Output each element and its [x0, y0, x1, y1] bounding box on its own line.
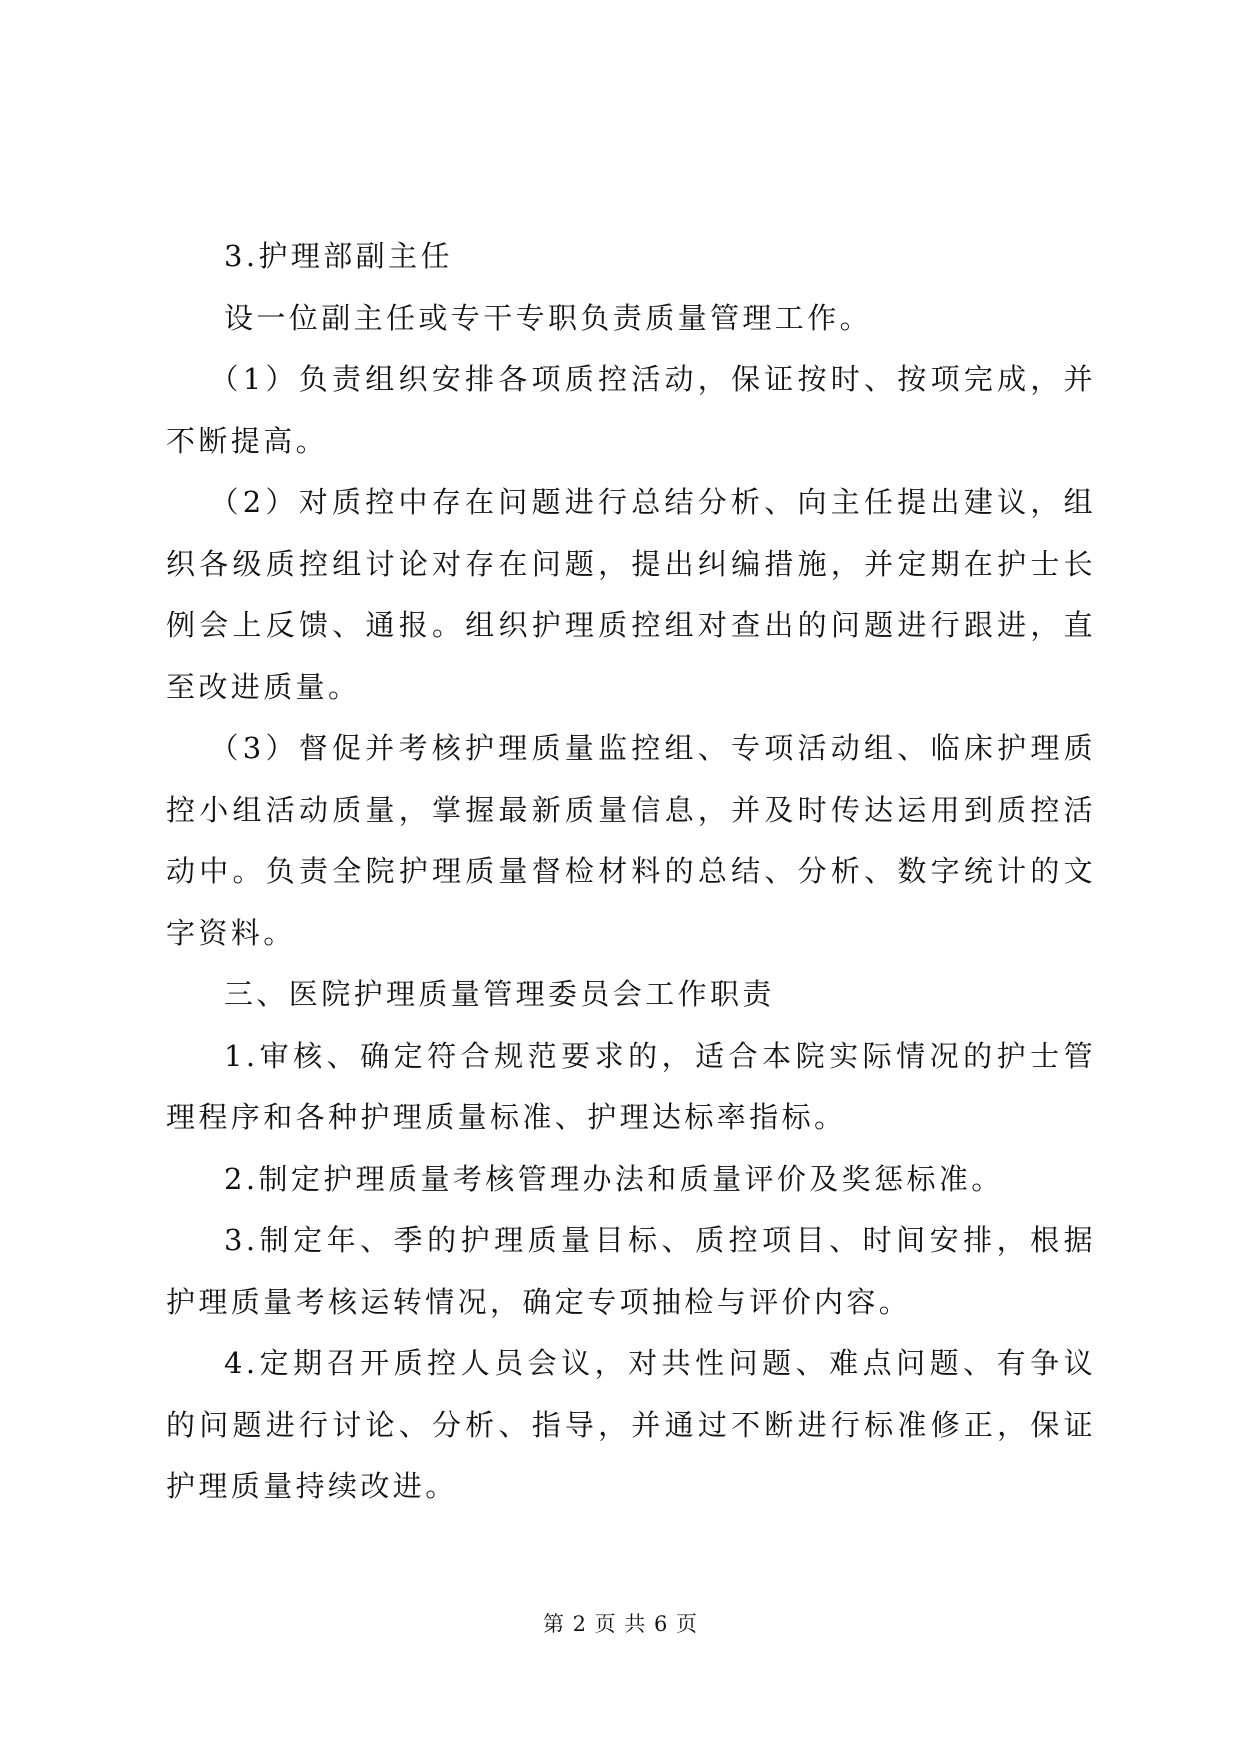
paragraph-committee-item-4: 4.定期召开质控人员会议，对共性问题、难点问题、有争议的问题进行讨论、分析、指导，并通过不断进行标准修正，保证护理质量持续改进。	[166, 1346, 1096, 1503]
page-number-footer: 第 2 页 共 6 页	[542, 1612, 699, 1636]
paragraph-committee-item-2: 2.制定护理质量考核管理办法和质量评价及奖惩标准。	[224, 1161, 1004, 1196]
paragraph-duty-2: （2）对质控中存在问题进行总结分析、向主任提出建议，组织各级质控组讨论对存在问题，提出纠编措施，并定期在护士长例会上反馈、通报。组织护理质控组对查出的问题进行跟进，直至改进质量。	[166, 485, 1096, 704]
paragraph-committee-heading: 三、医院护理质量管理委员会工作职责	[224, 977, 775, 1011]
paragraph-committee-item-3: 3.制定年、季的护理质量目标、质控项目、时间安排，根据护理质量考核运转情况，确定专项抽检与评价内容。	[166, 1223, 1096, 1319]
document-body	[166, 226, 1096, 1518]
paragraph-duty-3: （3）督促并考核护理质量监控组、专项活动组、临床护理质控小组活动质量，掌握最新质量信息，并及时传达运用到质控活动中。负责全院护理质量督检材料的总结、分析、数字统计的文字资料。	[166, 731, 1096, 950]
paragraph-duty-1: （1）负责组织安排各项质控活动，保证按时、按项完成，并不断提高。	[166, 362, 1096, 458]
paragraph-deputy-director-intro: 设一位副主任或专干专职负责质量管理工作。	[224, 300, 873, 335]
paragraph-section-3-heading: 3.护理部副主任	[224, 239, 453, 273]
paragraph-committee-item-1: 1.审核、确定符合规范要求的，适合本院实际情况的护士管理程序和各种护理质量标准、护理达标率指标。	[166, 1038, 1096, 1134]
